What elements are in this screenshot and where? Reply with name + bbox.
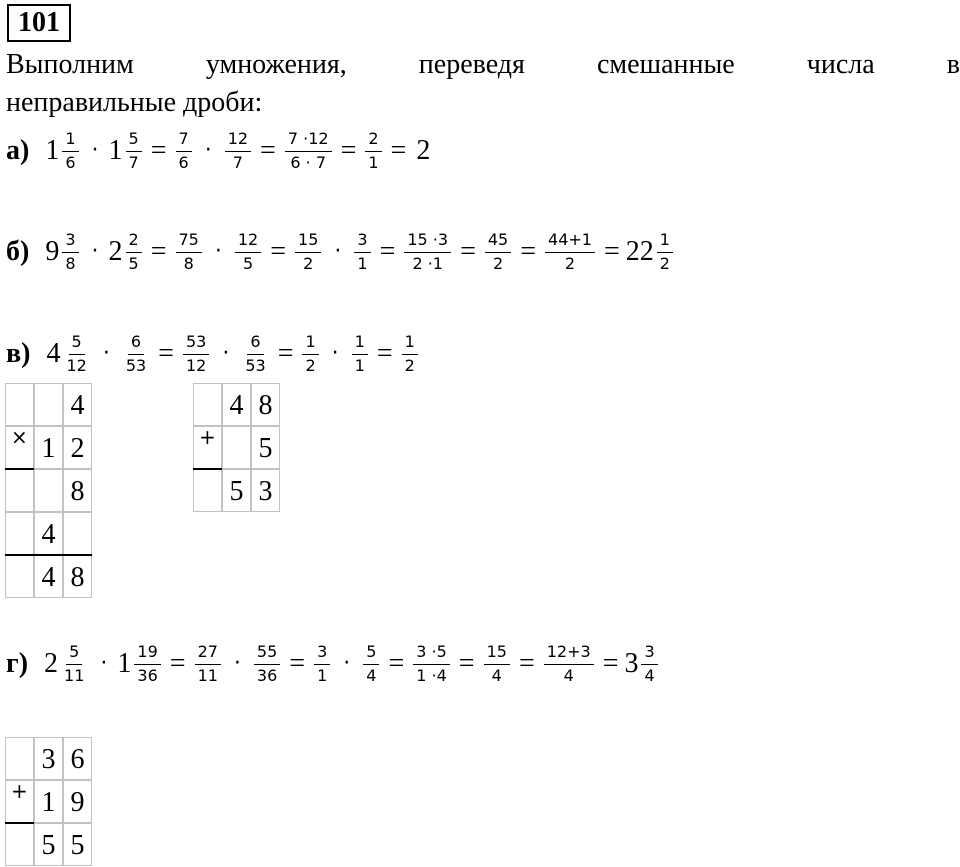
grid-cell: 8 [63,469,92,512]
denominator: 6 [65,152,76,172]
item-label: в) [6,338,31,370]
fraction [302,334,318,375]
fraction [254,644,280,685]
plus-sign: + [11,779,28,803]
denominator: 1 [368,152,379,172]
item-label: г) [6,648,29,680]
whole-part: 3 [624,648,639,680]
denominator: 2 ·1 [412,253,443,273]
numerator: 1 [302,334,318,355]
item-v-equation [6,334,421,375]
multiply-sign: × [11,425,28,449]
denominator: 2 [659,253,670,273]
grid-cell: 3 [251,469,280,512]
grid-cell: 2 [63,426,92,469]
mixed-number [624,644,660,685]
mixed-number [109,232,145,273]
equals-sign: = [277,338,294,370]
grid-cell [63,512,92,555]
whole-part: 4 [46,338,61,370]
grid-cell: 1 [34,780,63,823]
fraction [352,334,368,375]
grid-cell: 5 [63,823,92,866]
multiply-dot: · [334,239,342,265]
numerator: 5 [126,131,142,152]
denominator: 4 [366,665,377,685]
mixed-number [46,334,92,375]
grid-cell [5,512,34,555]
equals-sign: = [150,135,167,167]
denominator: 53 [245,355,266,375]
numerator: 2 [126,232,142,253]
multiply-dot: · [331,341,339,367]
item-label: б) [6,236,30,268]
fraction [61,644,87,685]
numerator: 12+3 [544,644,594,665]
numerator: 3 [314,644,330,665]
denominator: 12 [185,355,207,375]
grid-cell: 4 [222,383,251,426]
fraction [354,232,370,273]
denominator: 53 [125,355,147,375]
multiply-dot: · [204,138,212,164]
equals-sign: = [460,236,476,268]
grid-cell [5,383,34,426]
item-a-equation [6,131,430,172]
grid-cell: 8 [63,555,92,598]
equals-sign: = [518,648,535,680]
denominator: 36 [137,665,158,685]
numerator: 19 [134,644,160,665]
item-b-equation [6,232,676,273]
fraction [365,131,381,172]
whole-part: 1 [117,648,132,680]
whole-part: 2 [44,648,59,680]
numerator: 12 [235,232,261,253]
multiply-dot: · [91,239,99,265]
fraction [63,334,89,375]
numerator: 3 [641,644,657,665]
equals-sign: = [289,648,306,680]
denominator: 6 [178,152,189,172]
grid-cell: 5 [34,823,63,866]
equals-sign: = [169,648,186,680]
denominator: 1 [317,665,328,685]
equals-sign: = [602,648,619,680]
mixed-number [109,131,145,172]
numerator: 12 [225,131,251,152]
numerator: 2 [365,131,381,152]
numerator: 44+1 [545,232,595,253]
fraction [242,334,268,375]
numerator: 1 [62,131,78,152]
numerator: 5 [66,644,82,665]
fraction [176,232,202,273]
denominator: 7 [128,152,139,172]
grid-cell [5,469,34,512]
fraction [484,644,510,685]
multiply-dot: · [343,651,351,677]
fraction [183,334,209,375]
denominator: 11 [64,665,85,685]
fraction [402,334,418,375]
underline-rule [193,468,222,470]
fraction [295,232,321,273]
numerator: 3 ·5 [413,644,450,665]
fraction [404,232,451,273]
grid-cell: 1 [34,426,63,469]
whole-part: 9 [45,236,60,268]
numerator: 15 [295,232,321,253]
fraction [544,644,594,685]
equals-sign: = [379,236,396,268]
fraction [62,131,78,172]
denominator: 1 [354,355,365,375]
multiply-dot: · [102,341,110,367]
whole-part: 1 [108,135,123,167]
intro-line-2: неправильные дроби: [6,87,263,118]
numerator: 3 [62,232,78,253]
item-g-equation [6,644,661,685]
numerator: 5 [363,644,379,665]
numerator: 27 [195,644,221,665]
denominator: 7 [232,152,243,172]
grid-cell: 8 [251,383,280,426]
equals-sign: = [390,135,407,167]
mixed-number [45,232,81,273]
numerator: 5 [69,334,85,355]
grid-cell [193,469,222,512]
grid-cell [193,383,222,426]
fraction [126,232,142,273]
multiply-dot: · [100,651,108,677]
fraction [485,232,511,273]
grid-cell [34,469,63,512]
denominator: 1 [357,253,368,273]
denominator: 6 · 7 [290,152,327,172]
grid-cell: 3 [34,737,63,780]
grid-cell: 4 [63,383,92,426]
grid-cell: 5 [251,426,280,469]
numerator: 15 [484,644,510,665]
denominator: 8 [65,253,76,273]
multiply-dot: · [222,341,230,367]
fraction [123,334,149,375]
numerator: 45 [485,232,511,253]
denominator: 1 ·4 [416,665,447,685]
fraction [176,131,192,172]
mixed-number [626,232,676,273]
denominator: 2 [404,355,415,375]
numerator: 1 [402,334,418,355]
fraction [134,644,160,685]
fraction [413,644,450,685]
fraction [363,644,379,685]
numerator: 75 [176,232,202,253]
denominator: 4 [563,665,574,685]
underline-rule [5,822,34,824]
fraction [62,232,78,273]
denominator: 4 [644,665,655,685]
fraction [641,644,657,685]
result-number: 2 [416,135,431,167]
grid-cell [5,823,34,866]
fraction [314,644,330,685]
numerator: 1 [352,334,368,355]
grid-cell: 4 [34,512,63,555]
numerator: 6 [247,334,263,355]
grid-cell: 5 [222,469,251,512]
fraction [195,644,221,685]
multiply-dot: · [214,239,222,265]
denominator: 4 [491,665,502,685]
equals-sign: = [603,236,620,268]
grid-cell [5,737,34,780]
numerator: 6 [128,334,144,355]
grid-cell: 4 [34,555,63,598]
denominator: 2 [492,253,504,273]
denominator: 2 [303,253,314,273]
fraction [285,131,332,172]
denominator: 8 [183,253,194,273]
equals-sign: = [260,135,276,167]
numerator: 3 [354,232,370,253]
equals-sign: = [270,236,287,268]
fraction [126,131,142,172]
numerator: 15 ·3 [404,232,451,253]
denominator: 5 [128,253,139,273]
equals-sign: = [376,338,393,370]
grid-cell [34,383,63,426]
numerator: 53 [183,334,209,355]
equals-sign: = [340,135,357,167]
mixed-number [45,131,81,172]
underline-rule [5,554,92,556]
denominator: 12 [66,355,87,375]
equals-sign: = [388,648,405,680]
numerator: 7 ·12 [285,131,332,152]
fraction [545,232,595,273]
problem-number: 101 [7,4,71,42]
denominator: 2 [564,253,576,273]
whole-part: 2 [108,236,123,268]
mixed-number [117,644,163,685]
mixed-number [44,644,90,685]
equals-sign: = [150,236,167,268]
fraction [225,131,251,172]
denominator: 11 [197,665,218,685]
grid-cell [222,426,251,469]
grid-cell: 9 [63,780,92,823]
plus-sign: + [199,425,216,449]
denominator: 2 [305,355,316,375]
denominator: 36 [256,665,278,685]
whole-part: 1 [45,135,60,167]
numerator: 55 [254,644,280,665]
equals-sign: = [158,338,174,370]
multiply-dot: · [91,138,99,164]
intro-line-1: Выполним умножения, переведя смешанные числа в [6,49,960,80]
equals-sign: = [458,648,475,680]
grid-cell: 6 [63,737,92,780]
denominator: 5 [242,253,254,273]
whole-part: 22 [625,236,654,268]
underline-rule [5,468,34,470]
item-label: а) [6,135,30,167]
multiply-dot: · [233,651,241,677]
fraction [657,232,673,273]
grid-cell [5,555,34,598]
numerator: 7 [176,131,192,152]
numerator: 1 [657,232,673,253]
equals-sign: = [520,236,537,268]
fraction [235,232,261,273]
